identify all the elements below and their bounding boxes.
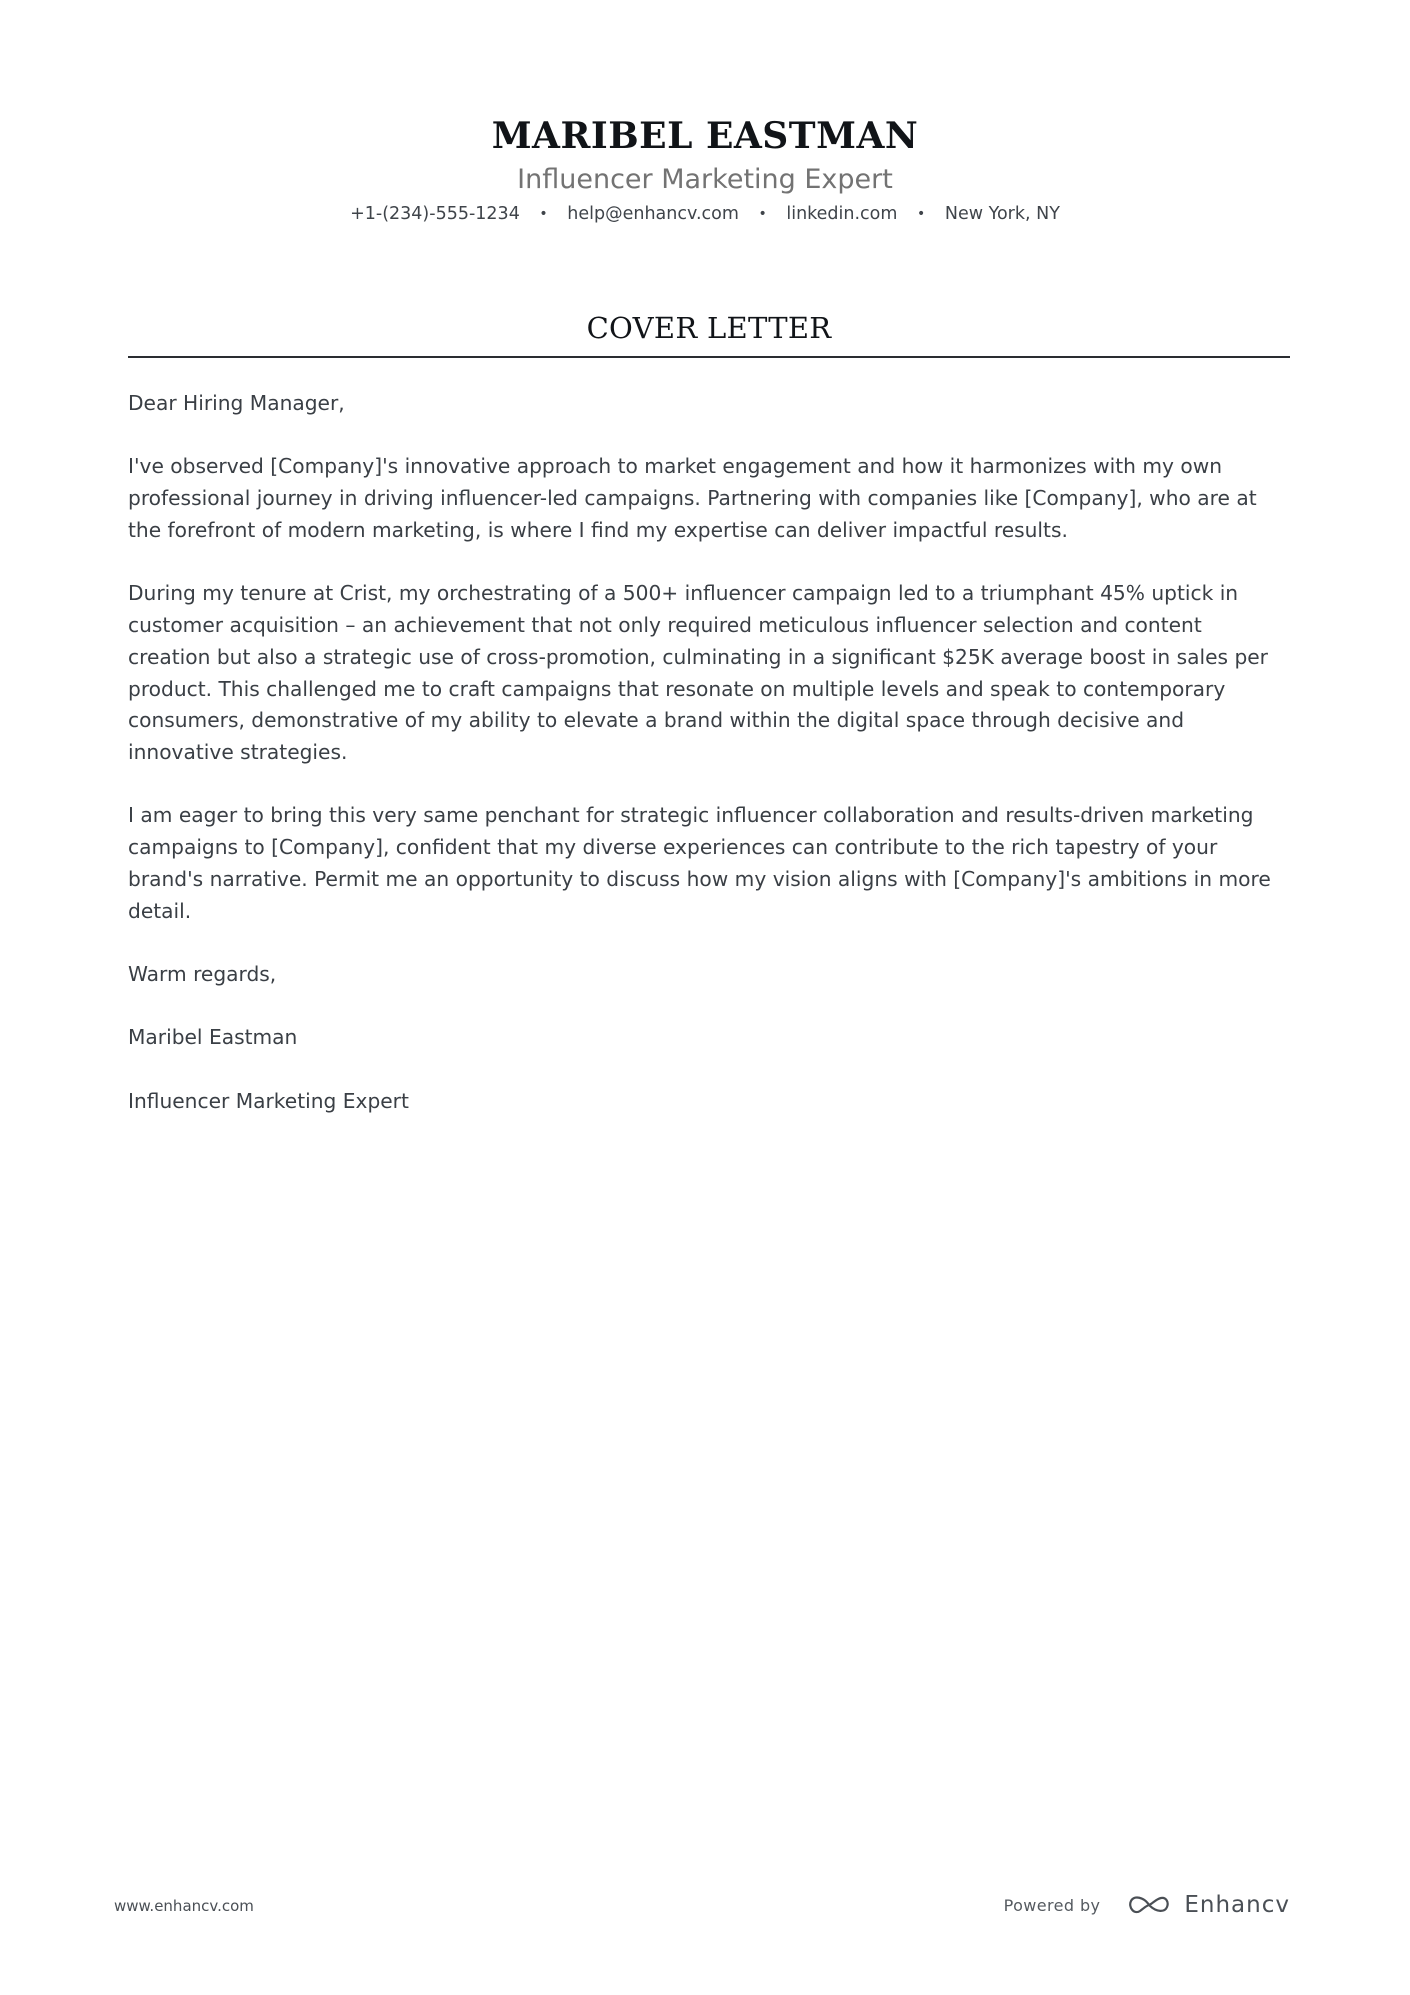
- section-divider: [128, 356, 1290, 358]
- contact-separator: •: [917, 206, 926, 222]
- section-title: COVER LETTER: [586, 311, 832, 345]
- letter-body: [128, 388, 1290, 1149]
- contact-email[interactable]: help@enhancv.com: [567, 204, 739, 224]
- footer-branding[interactable]: [1004, 1890, 1290, 1920]
- letter-paragraph: I am eager to bring this very same penchant for strategic influencer collaboration and results-driven marketing campaigns to [Company], confident that my diverse experiences can contribute to the rich tapestry of your brand's narrative. Permit me an opportunity to discuss how my vision aligns with [Company]'s ambitions in more detail.: [128, 803, 1271, 923]
- letter-closing: Warm regards,: [128, 962, 277, 987]
- letter-paragraph: During my tenure at Crist, my orchestrating of a 500+ influencer campaign led to a triumphant 45% uptick in customer acquisition – an achievement that not only required meticulous influencer selection and content creation but also a strategic use of cross-promotion, culminating in a significant $25K average boost in sales per product. This challenged me to craft campaigns that resonate on multiple levels and speak to contemporary consumers, demonstrative of my ability to elevate a brand within the digital space through decisive and innovative strategies.: [128, 581, 1268, 765]
- powered-by-label: Powered by: [1003, 1895, 1101, 1915]
- letter-greeting: Dear Hiring Manager,: [128, 391, 345, 415]
- contact-separator: •: [539, 206, 548, 222]
- brand-name: Enhancv: [1184, 1892, 1290, 1918]
- contact-line: [0, 202, 1410, 226]
- footer-website[interactable]: www.enhancv.com: [114, 1897, 254, 1915]
- applicant-name: MARIBEL EASTMAN: [491, 115, 919, 157]
- enhancv-logo-icon: [1126, 1893, 1172, 1917]
- header: [0, 112, 1410, 226]
- contact-location: New York, NY: [944, 204, 1060, 224]
- applicant-title: Influencer Marketing Expert: [517, 164, 893, 195]
- signature-name: Maribel Eastman: [128, 1025, 298, 1050]
- letter-paragraph: I've observed [Company]'s innovative approach to market engagement and how it harmonizes with my own professional journey in driving influencer-led campaigns. Partnering with companies like [Company], who are at the forefront of modern marketing, is where I find my expertise can deliver impactful results.: [128, 454, 1257, 542]
- contact-website[interactable]: linkedin.com: [786, 204, 898, 224]
- signature-title: Influencer Marketing Expert: [128, 1088, 409, 1113]
- contact-phone: +1-(234)-555-1234: [350, 204, 520, 224]
- contact-separator: •: [758, 206, 767, 222]
